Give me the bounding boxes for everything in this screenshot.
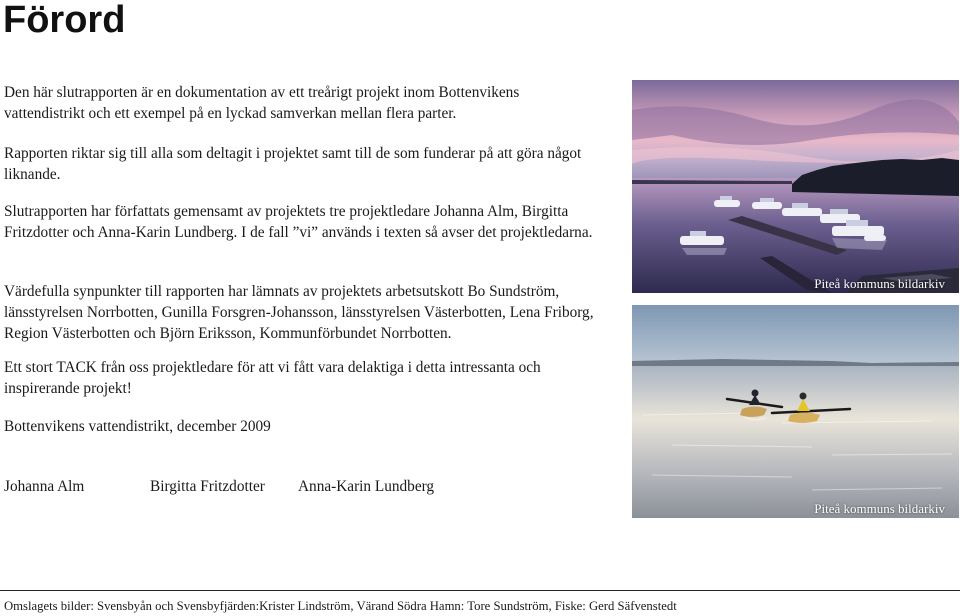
paragraph-audience: Rapporten riktar sig till alla som deltagit i projektet samt till de som funderar på att göra något liknande. [4,145,582,184]
cover-photo-credits: Omslagets bilder: Svensbyån och Svensbyfjärden:Krister Lindström, Värand Södra Hamn: Tore Sundström, Fiske: Gerd Säfvenstedt [4,599,677,613]
paragraph-authors: Slutrapporten har författats gemensamt av projektets tre projektledare Johanna Alm, Birgitta Fritzdotter och Anna-Karin Lundberg. I de fall ”vi” används i texten så avser det projektledarna. [4,203,593,242]
date-line: Bottenvikens vattendistrikt, december 2009 [4,418,271,435]
page-title: Förord [3,0,126,41]
photo-caption: Piteå kommuns bildarkiv [814,501,945,516]
kayak-photo [632,305,959,518]
photo-caption: Piteå kommuns bildarkiv [814,276,945,291]
harbor-photo [632,80,959,293]
footer-divider [0,590,960,591]
paragraph-intro: Den här slutrapporten är en dokumentation av ett treårigt projekt inom Bottenvikens vattendistrikt och ett exempel på en lyckad samverkan mellan flera parter. [4,84,520,123]
paragraph-thanks: Ett stort TACK från oss projektledare för att vi fått vara delaktiga i detta intressanta och inspirerande projekt! [4,359,541,398]
signature-johanna-alm: Johanna Alm [4,478,85,495]
paragraph-reviewers: Värdefulla synpunkter till rapporten har lämnats av projektets arbetsutskott Bo Sundström, länsstyrelsen Norrbotten, Gunilla Forsgren-Johansson, länsstyrelsen Västerbotten, Lena Friborg, Region Västerbotten och Björn Eriksson, Kommunförbundet Norrbotten. [4,283,594,343]
signature-birgitta-fritzdotter: Birgitta Fritzdotter [150,478,265,495]
kayak-image [632,305,959,518]
harbor-image [632,80,959,293]
signature-anna-karin-lundberg: Anna-Karin Lundberg [298,478,435,495]
